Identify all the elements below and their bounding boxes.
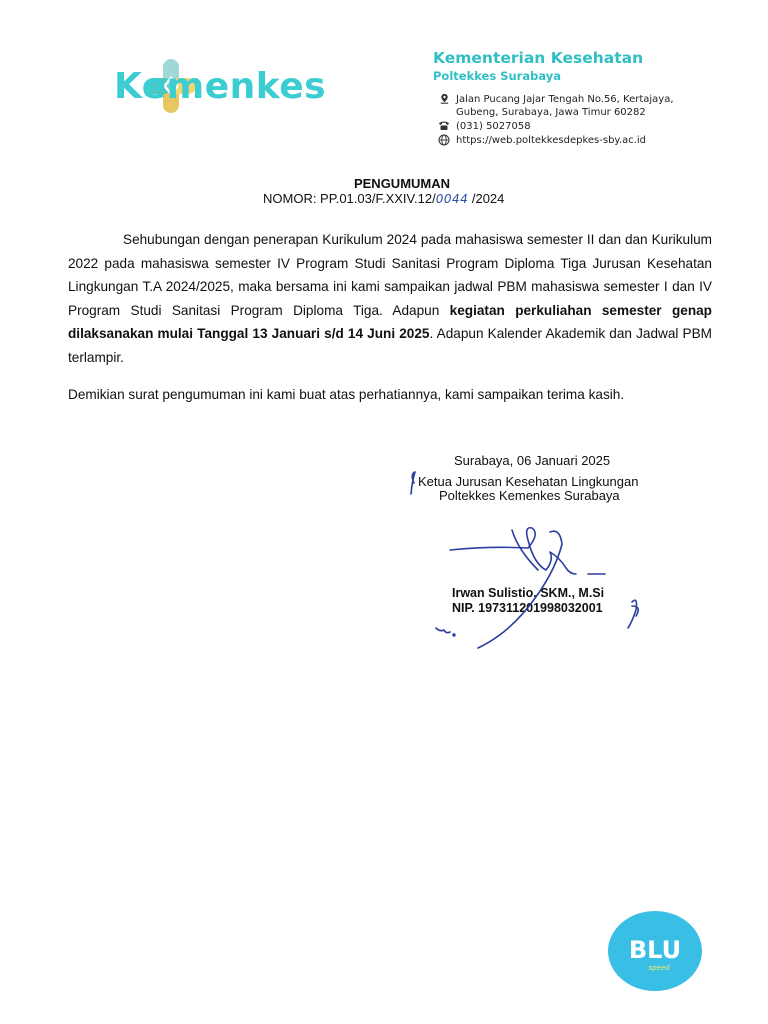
logo-wordmark: Kemenkes [114,66,327,107]
blu-speed-badge-icon [606,910,704,992]
badge-sublabel: speed [648,964,670,972]
document-number-suffix: /2024 [468,191,505,206]
body-text-b: . Adapun Kalender Akademik dan Jadwal PBM terlampir. [68,326,713,365]
website-link[interactable]: https://web.poltekkesdepkes-sby.ac.id [456,135,647,146]
document-number [263,191,504,206]
contact-address [437,93,674,119]
contact-phone [437,120,531,134]
signatory-institution: Poltekkes Kemenkes Surabaya [439,488,620,503]
handwritten-number: 0044 [435,192,469,206]
document-number-prefix: NOMOR: PP.01.03/F.XXIV.12/ [263,191,436,206]
body-paragraph [68,228,712,370]
letter-body [68,228,712,370]
closing-paragraph: Demikian surat pengumuman ini kami buat atas perhatiannya, kami sampaikan terima kasih. [68,387,625,402]
contact-website [437,134,646,149]
document-title: PENGUMUMAN [353,176,451,191]
handwritten-signature [400,470,660,660]
phone-icon [437,120,451,134]
org-name: Kementerian Kesehatan [433,49,644,67]
body-text-bold: kegiatan perkuliahan semester genap dilaksanakan mulai Tanggal 13 Januari s/d 14 Juni 2025 [68,302,712,342]
org-subtitle: Poltekkes Surabaya [433,69,561,83]
signatory-role: Ketua Jurusan Kesehatan Lingkungan [418,474,639,489]
body-text-a: Sehubungan dengan penerapan Kurikulum 2024 pada mahasiswa semester II dan dan Kurikulum 2022 pada mahasiswa semester IV Program Studi Sanitasi Program Diploma Tiga Jurusan Kesehatan Lingkungan T.A 2024/2025, maka bersama ini kami sampaikan jadwal PBM mahasiswa semester I dan IV Program Studi Sanitasi Program Diploma Tiga. Adapun [68,232,712,318]
phone-number: (031) 5027058 [456,121,531,132]
location-pin-icon [437,93,451,107]
address-line-1: Jalan Pucang Jajar Tengah No.56, Kertajaya, [456,94,674,105]
address-line-2: Gubeng, Surabaya, Jawa Timur 60282 [456,107,646,118]
badge-label: BLU [628,936,682,964]
globe-icon [437,134,451,149]
signatory-name: Irwan Sulistio, SKM., M.Si [452,586,605,600]
signatory-nip: NIP. 197311201998032001 [452,601,603,615]
signature-place-date: Surabaya, 06 Januari 2025 [454,453,611,468]
